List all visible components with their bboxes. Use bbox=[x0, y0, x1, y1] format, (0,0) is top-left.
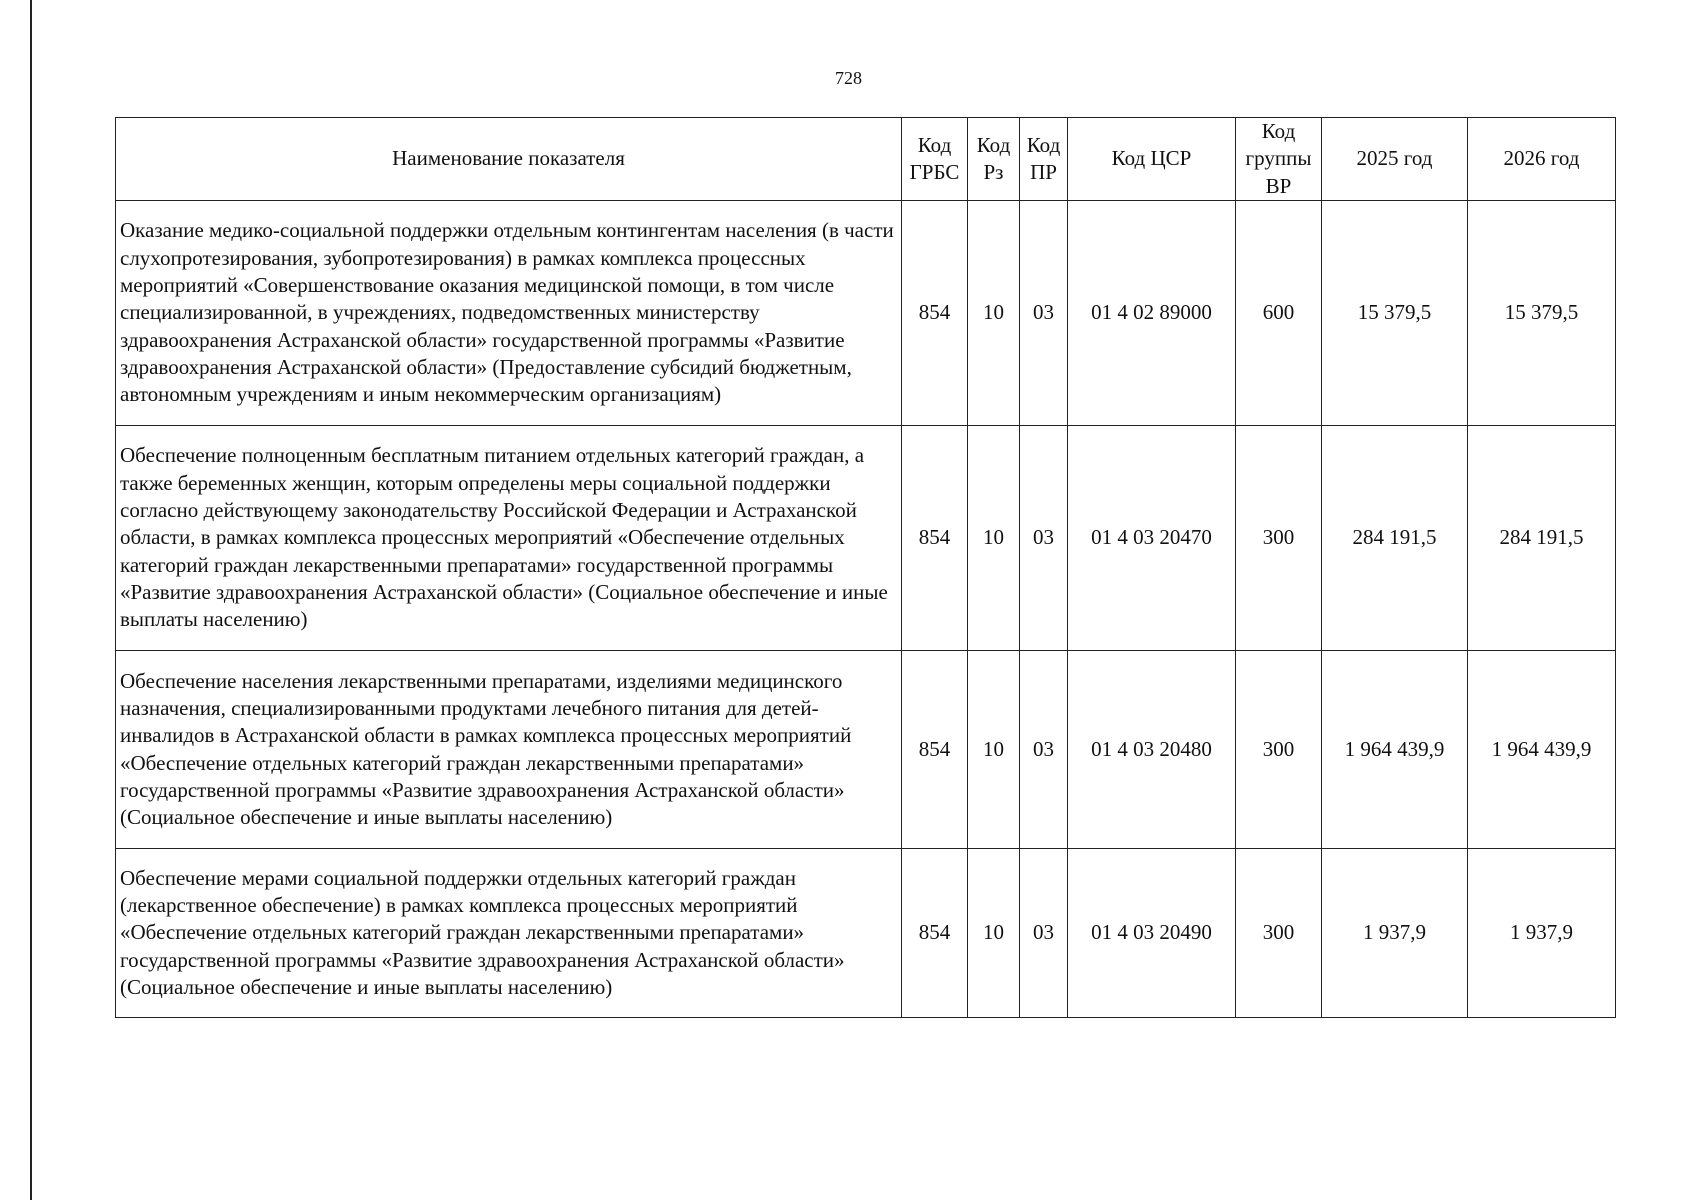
row-csr: 01 4 03 20470 bbox=[1068, 426, 1236, 651]
header-vr-line3: ВР bbox=[1265, 173, 1292, 198]
header-pr bbox=[1020, 118, 1068, 201]
header-year-2025: 2025 год bbox=[1322, 118, 1468, 201]
table-row bbox=[116, 426, 1616, 651]
row-rz: 10 bbox=[968, 201, 1020, 426]
row-name: Оказание медико-социальной поддержки отдельным контингентам населения (в части слухопротезирования, зубопротезирования) в рамках комплекса процессных мероприятий «Совершенствование оказания медицинской помощи, в том числе специализированной, в учреждениях, подведомственных министерству здравоохранения Астраханской области» государственной программы «Развитие здравоохранения Астраханской области» (Предоставление субсидий бюджетным, автономным учреждениям и иным некоммерческим организациям) bbox=[116, 201, 902, 426]
row-amount-2026: 284 191,5 bbox=[1468, 426, 1616, 651]
header-grbs-line2: ГРБС bbox=[909, 160, 960, 184]
row-pr: 03 bbox=[1020, 426, 1068, 651]
row-vr: 600 bbox=[1236, 201, 1322, 426]
header-rz-line2: Рз bbox=[983, 160, 1004, 184]
header-rz-line1: Код bbox=[976, 132, 1011, 157]
row-amount-2025: 15 379,5 bbox=[1322, 201, 1468, 426]
row-amount-2025: 284 191,5 bbox=[1322, 426, 1468, 651]
row-grbs: 854 bbox=[902, 201, 968, 426]
header-csr: Код ЦСР bbox=[1068, 118, 1236, 201]
budget-table bbox=[115, 117, 1616, 1018]
row-pr: 03 bbox=[1020, 651, 1068, 849]
row-vr: 300 bbox=[1236, 849, 1322, 1018]
header-vr-line1: Код bbox=[1261, 119, 1296, 144]
page-number: 728 bbox=[835, 68, 862, 88]
header-pr-line1: Код bbox=[1026, 132, 1061, 157]
row-rz: 10 bbox=[968, 651, 1020, 849]
header-vr bbox=[1236, 118, 1322, 201]
row-name: Обеспечение полноценным бесплатным питанием отдельных категорий граждан, а также беременных женщин, которым определены меры социальной поддержки согласно действующему законодательству Российской Федерации и Астраханской области, в рамках комплекса процессных мероприятий «Обеспечение отдельных категорий граждан лекарственными препаратами» государственной программы «Развитие здравоохранения Астраханской области» (Социальное обеспечение и иные выплаты населению) bbox=[116, 426, 902, 651]
table-row bbox=[116, 201, 1616, 426]
row-pr: 03 bbox=[1020, 849, 1068, 1018]
header-pr-line2: ПР bbox=[1030, 160, 1057, 184]
header-year-2026: 2026 год bbox=[1468, 118, 1616, 201]
row-rz: 10 bbox=[968, 426, 1020, 651]
row-grbs: 854 bbox=[902, 426, 968, 651]
header-grbs-line1: Код bbox=[917, 132, 952, 157]
binding-margin-line bbox=[30, 0, 32, 1200]
row-amount-2025: 1 964 439,9 bbox=[1322, 651, 1468, 849]
row-vr: 300 bbox=[1236, 426, 1322, 651]
header-vr-line2: группы bbox=[1245, 146, 1312, 171]
row-rz: 10 bbox=[968, 849, 1020, 1018]
row-grbs: 854 bbox=[902, 849, 968, 1018]
row-amount-2026: 15 379,5 bbox=[1468, 201, 1616, 426]
header-name: Наименование показателя bbox=[116, 118, 902, 201]
table-row bbox=[116, 849, 1616, 1018]
row-name: Обеспечение мерами социальной поддержки отдельных категорий граждан (лекарственное обеспечение) в рамках комплекса процессных мероприятий «Обеспечение отдельных категорий граждан лекарственными препаратами» государственной программы «Развитие здравоохранения Астраханской области» (Социальное обеспечение и иные выплаты населению) bbox=[116, 849, 902, 1018]
row-pr: 03 bbox=[1020, 201, 1068, 426]
row-name: Обеспечение населения лекарственными препаратами, изделиями медицинского назначения, специализированными продуктами лечебного питания для детей-инвалидов в Астраханской области в рамках комплекса процессных мероприятий «Обеспечение отдельных категорий граждан лекарственными препаратами» государственной программы «Развитие здравоохранения Астраханской области» (Социальное обеспечение и иные выплаты населению) bbox=[116, 651, 902, 849]
row-amount-2026: 1 964 439,9 bbox=[1468, 651, 1616, 849]
header-rz bbox=[968, 118, 1020, 201]
row-vr: 300 bbox=[1236, 651, 1322, 849]
row-amount-2025: 1 937,9 bbox=[1322, 849, 1468, 1018]
table-header-row bbox=[116, 118, 1616, 201]
row-csr: 01 4 03 20490 bbox=[1068, 849, 1236, 1018]
header-grbs bbox=[902, 118, 968, 201]
table-row bbox=[116, 651, 1616, 849]
row-grbs: 854 bbox=[902, 651, 968, 849]
row-csr: 01 4 03 20480 bbox=[1068, 651, 1236, 849]
row-csr: 01 4 02 89000 bbox=[1068, 201, 1236, 426]
row-amount-2026: 1 937,9 bbox=[1468, 849, 1616, 1018]
